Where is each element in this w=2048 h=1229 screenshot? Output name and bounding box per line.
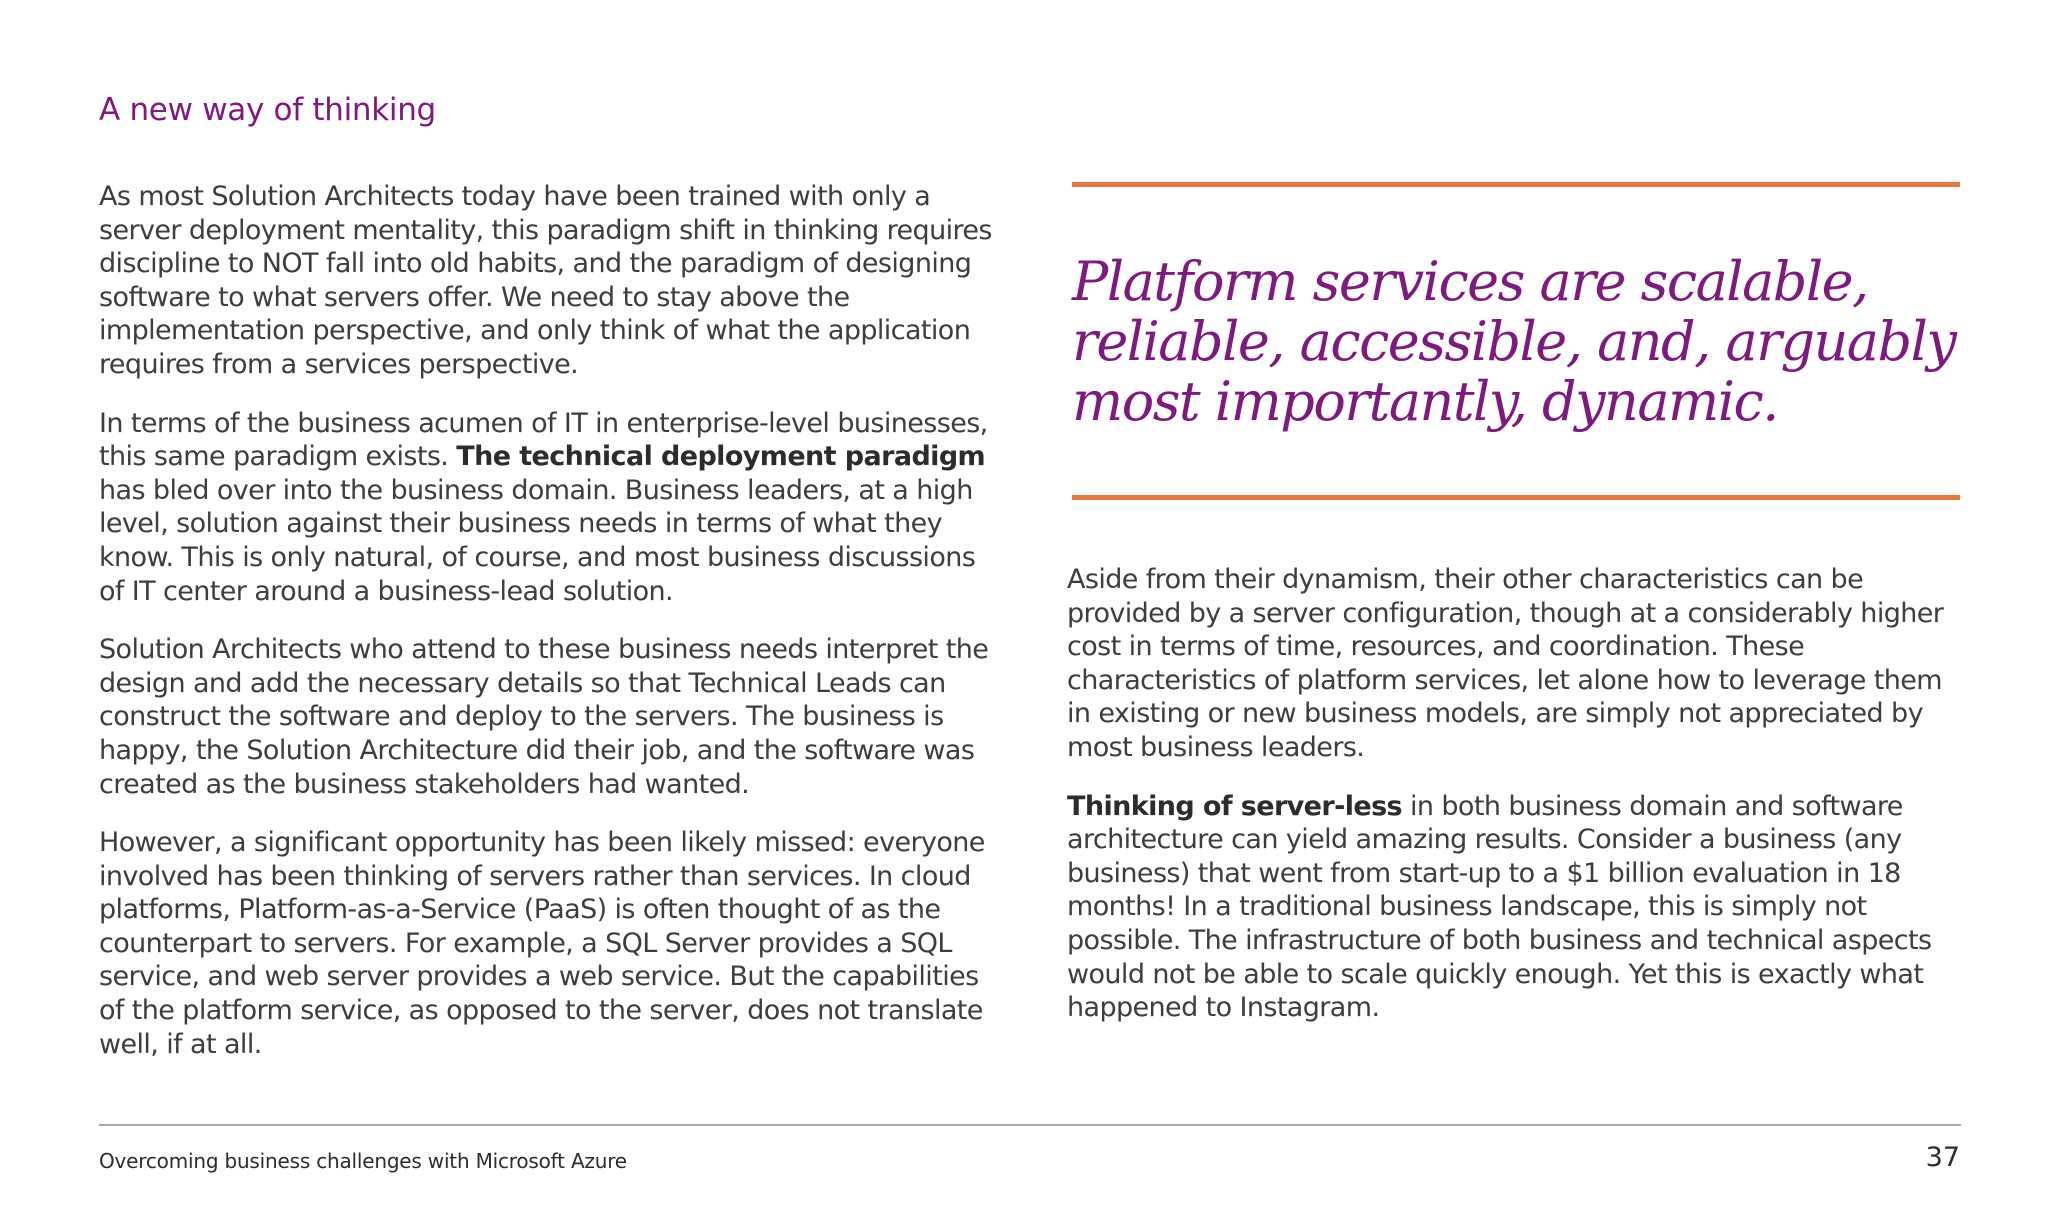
left-paragraph-2-rest: has bled over into the business domain. Business leaders, at a high level, solution against their business needs in terms of what they know. This is only natural, of course, and most business discussions of IT center around a business-lead solution. [99,474,976,607]
left-paragraph-2-lead: In terms of the business acumen of IT in enterprise-level businesses, this same paradigm exists. [99,407,988,473]
right-paragraph-2-rest: in both business domain and software architecture can yield amazing results. Consider a business (any business) that went from start-up to a $1 billion evaluation in 18 months! In a traditional business landscape, this is simply not possible. The infrastructure of both business and technical aspects would not be able to scale quickly enough. Yet this is exactly what happened to Instagram. [1067,790,1932,1024]
right-paragraph-1: Aside from their dynamism, their other characteristics can be provided by a server configuration, though at a considerably higher cost in terms of time, resources, and coordination. These characteristics of platform services, let alone how to leverage them in existing or new business models, are simply not appreciated by most business leaders. [1067,564,1944,763]
pull-quote [1072,182,1960,502]
left-paragraph-2 [99,407,999,609]
pull-quote-text: Platform services are scalable, reliable, accessible, and, arguably most importantly, dynamic. [1072,250,1956,433]
left-paragraph-2-emphasis: The technical deployment paradigm [456,441,986,473]
footer-divider [99,1124,1961,1126]
right-column [1067,563,1967,1050]
right-paragraph-2-emphasis: Thinking of server-less [1067,790,1403,822]
pull-quote-top-rule [1072,182,1960,187]
left-paragraph-4: However, a significant opportunity has been likely missed: everyone involved has been thinking of servers rather than services. In cloud platforms, Platform-as-a-Service (PaaS) is often thought of as the counterpart to servers. For example, a SQL Server provides a SQL service, and web server provides a web service. But the capabilities of the platform service, as opposed to the server, does not translate well, if at all. [99,827,985,1060]
section-heading: A new way of thinking [99,92,436,128]
right-paragraph-2 [1067,790,1967,1025]
page-number: 37 [1925,1142,1960,1173]
left-paragraph-1: As most Solution Architects today have been trained with only a server deployment mentality, this paradigm shift in thinking requires discipline to NOT fall into old habits, and the paradigm of designing software to what servers offer. We need to stay above the implementation perspective, and only think of what the application requires from a services perspective. [99,181,992,380]
footer-document-title: Overcoming business challenges with Microsoft Azure [99,1149,627,1173]
pull-quote-bottom-rule [1072,495,1960,500]
left-column [99,180,999,1086]
left-paragraph-3: Solution Architects who attend to these business needs interpret the design and add the necessary details so that Technical Leads can construct the software and deploy to the servers. The business is happy, the Solution Architecture did their job, and the software was created as the business stakeholders had wanted. [99,634,989,800]
